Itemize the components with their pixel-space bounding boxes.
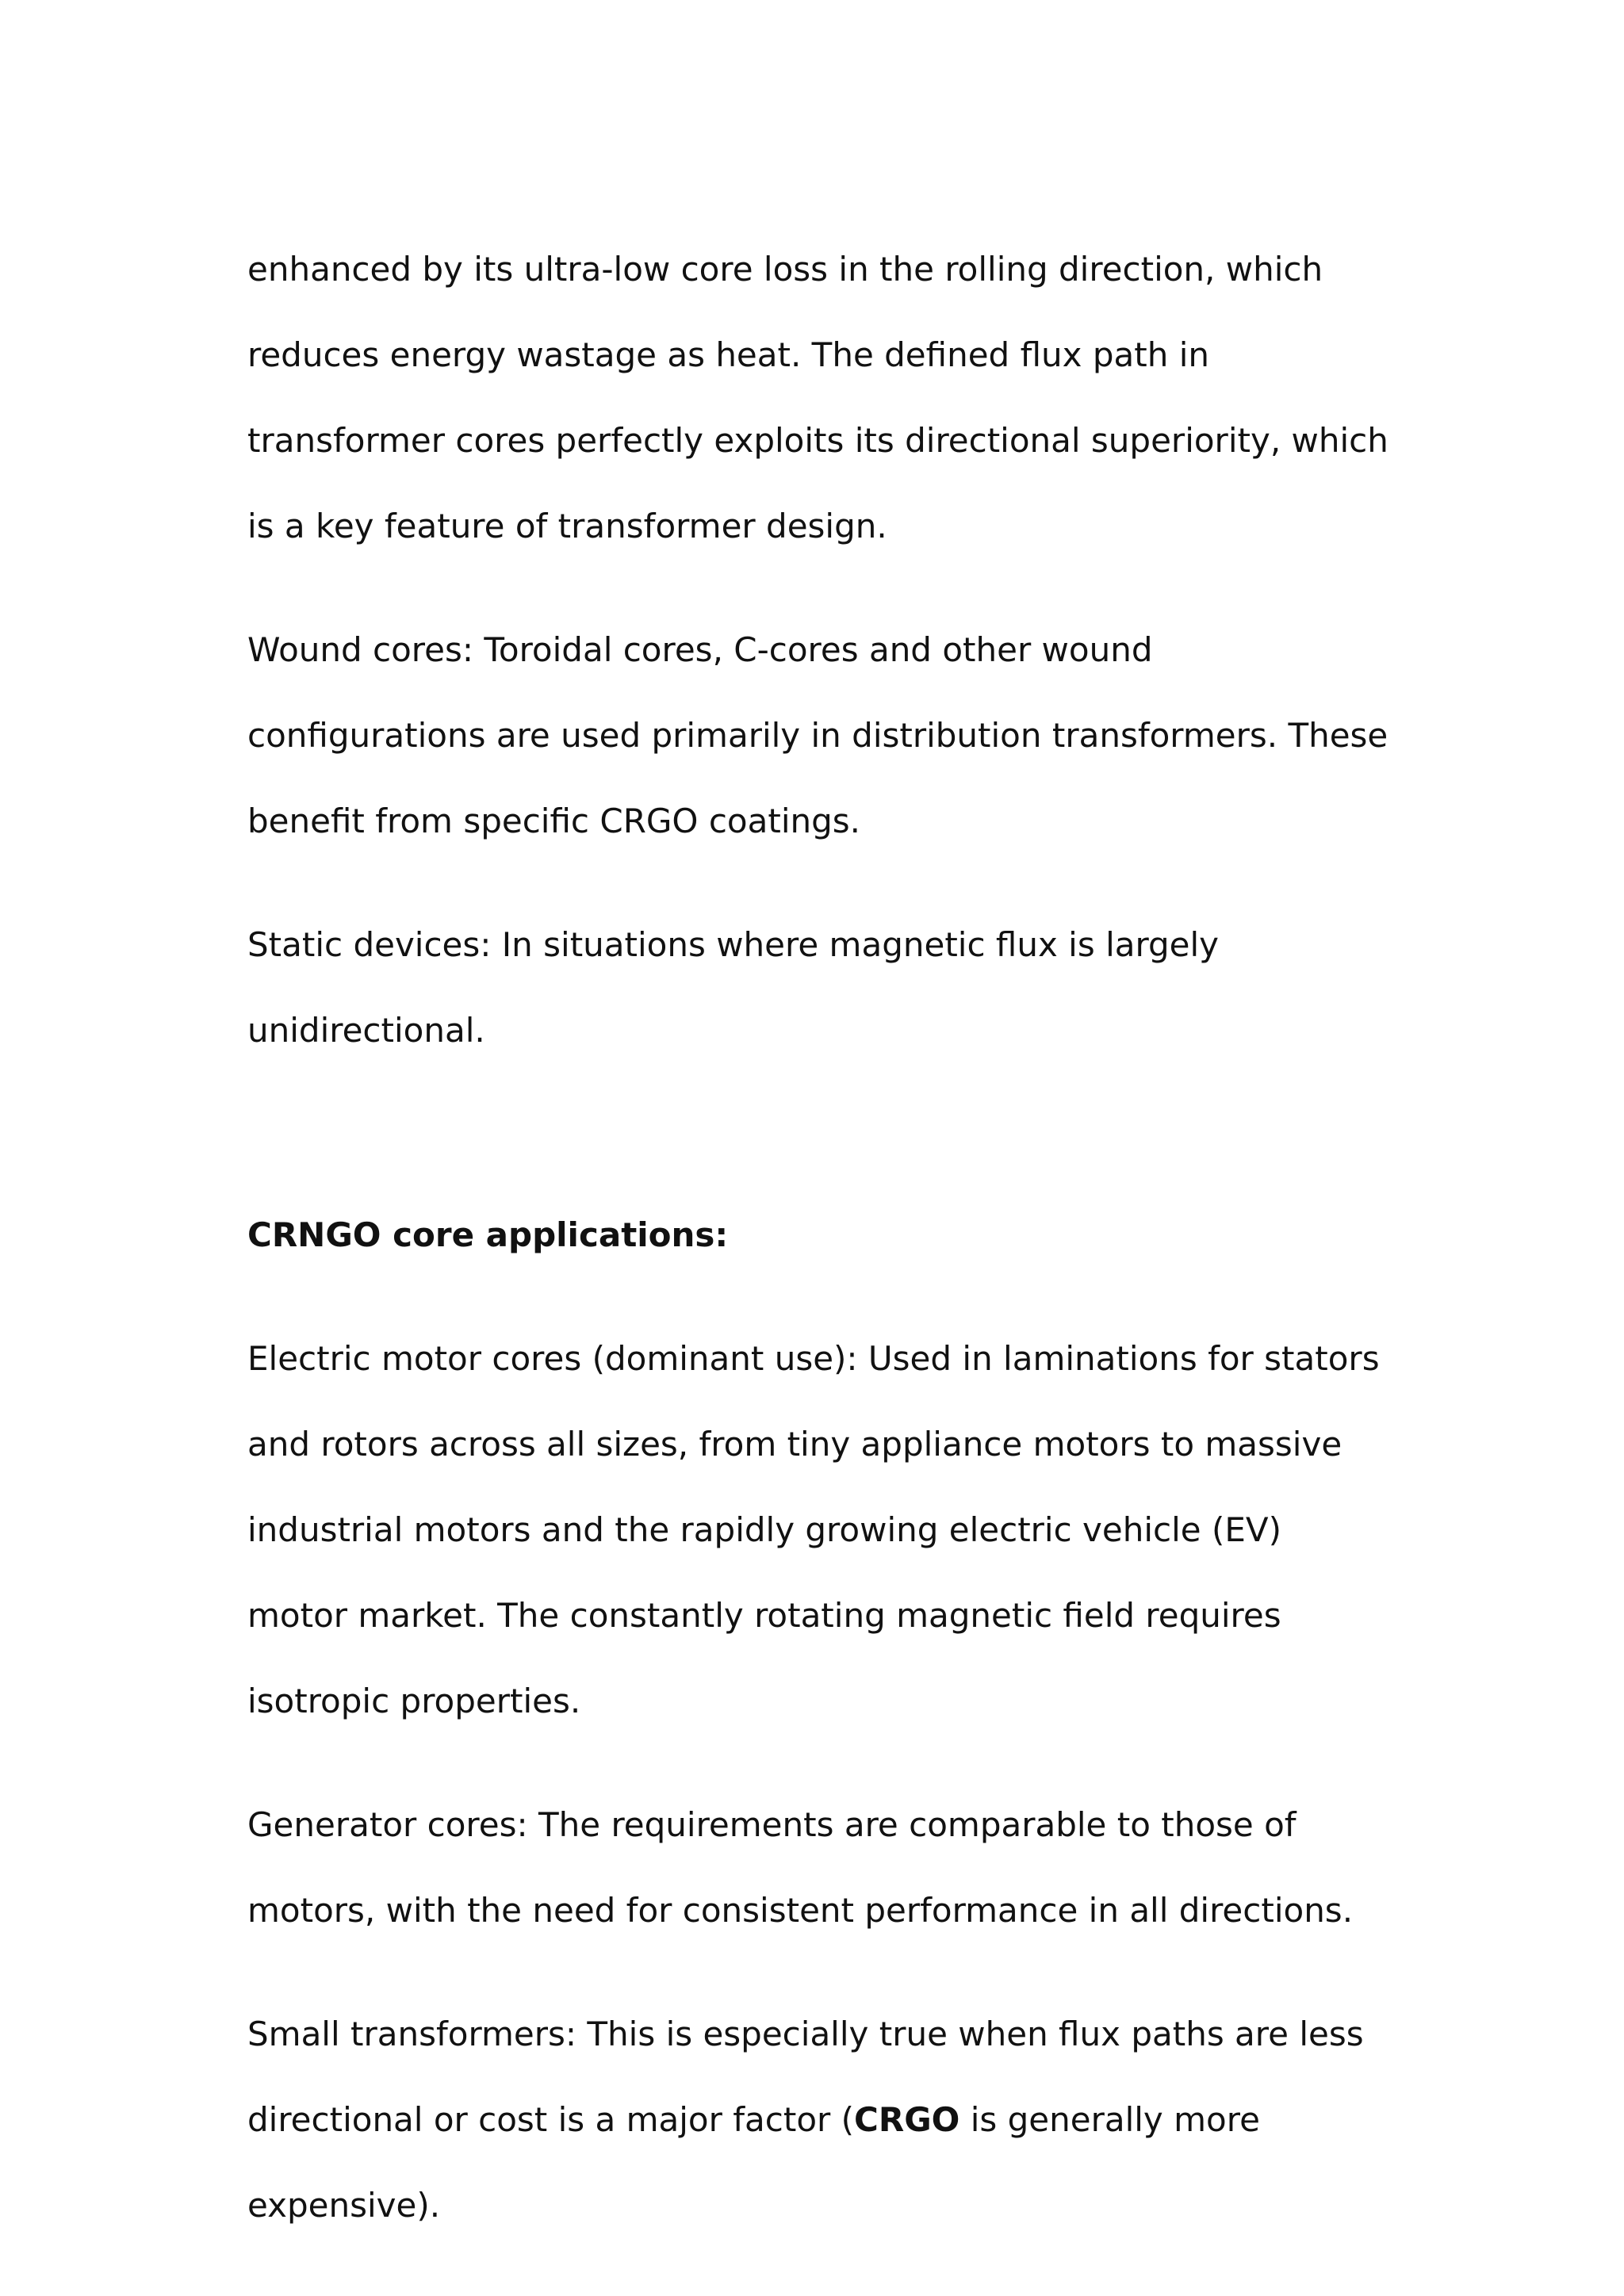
- paragraph-wound-cores: Wound cores: Toroidal cores, C-cores and other wound configurations are used primarily in distribution transformers. These benefit from specific CRGO coatings.: [247, 630, 1388, 840]
- section-heading-crngo: CRNGO core applications:: [247, 1215, 729, 1254]
- bold-term-crgo: CRGO: [854, 2100, 960, 2139]
- small-transformers-text-before: Small transformers: This is especially true when flux paths are less directional or cost is a major factor (: [247, 2015, 1364, 2139]
- paragraph-static-devices: Static devices: In situations where magnetic flux is largely unidirectional.: [247, 925, 1220, 1050]
- paragraph-electric-motor-cores: Electric motor cores (dominant use): Used in laminations for stators and rotors across all sizes, from tiny appliance motors to massive industrial motors and the rapidly growing electric vehicle (EV) motor market. The constantly rotating magnetic field requires isotropic properties.: [247, 1339, 1380, 1720]
- small-transformers-text-after: is generally more expensive).: [247, 2100, 1260, 2225]
- paragraph-small-transformers: [247, 1992, 1389, 2248]
- document-body: [247, 227, 1389, 2286]
- paragraph-crgo-continuation: enhanced by its ultra-low core loss in the rolling direction, which reduces energy wastage as heat. The defined flux path in transformer cores perfectly exploits its directional superiority, which is a key feature of transformer design.: [247, 250, 1388, 545]
- paragraph-generator-cores: Generator cores: The requirements are comparable to those of motors, with the need for consistent performance in all directions.: [247, 1805, 1354, 1930]
